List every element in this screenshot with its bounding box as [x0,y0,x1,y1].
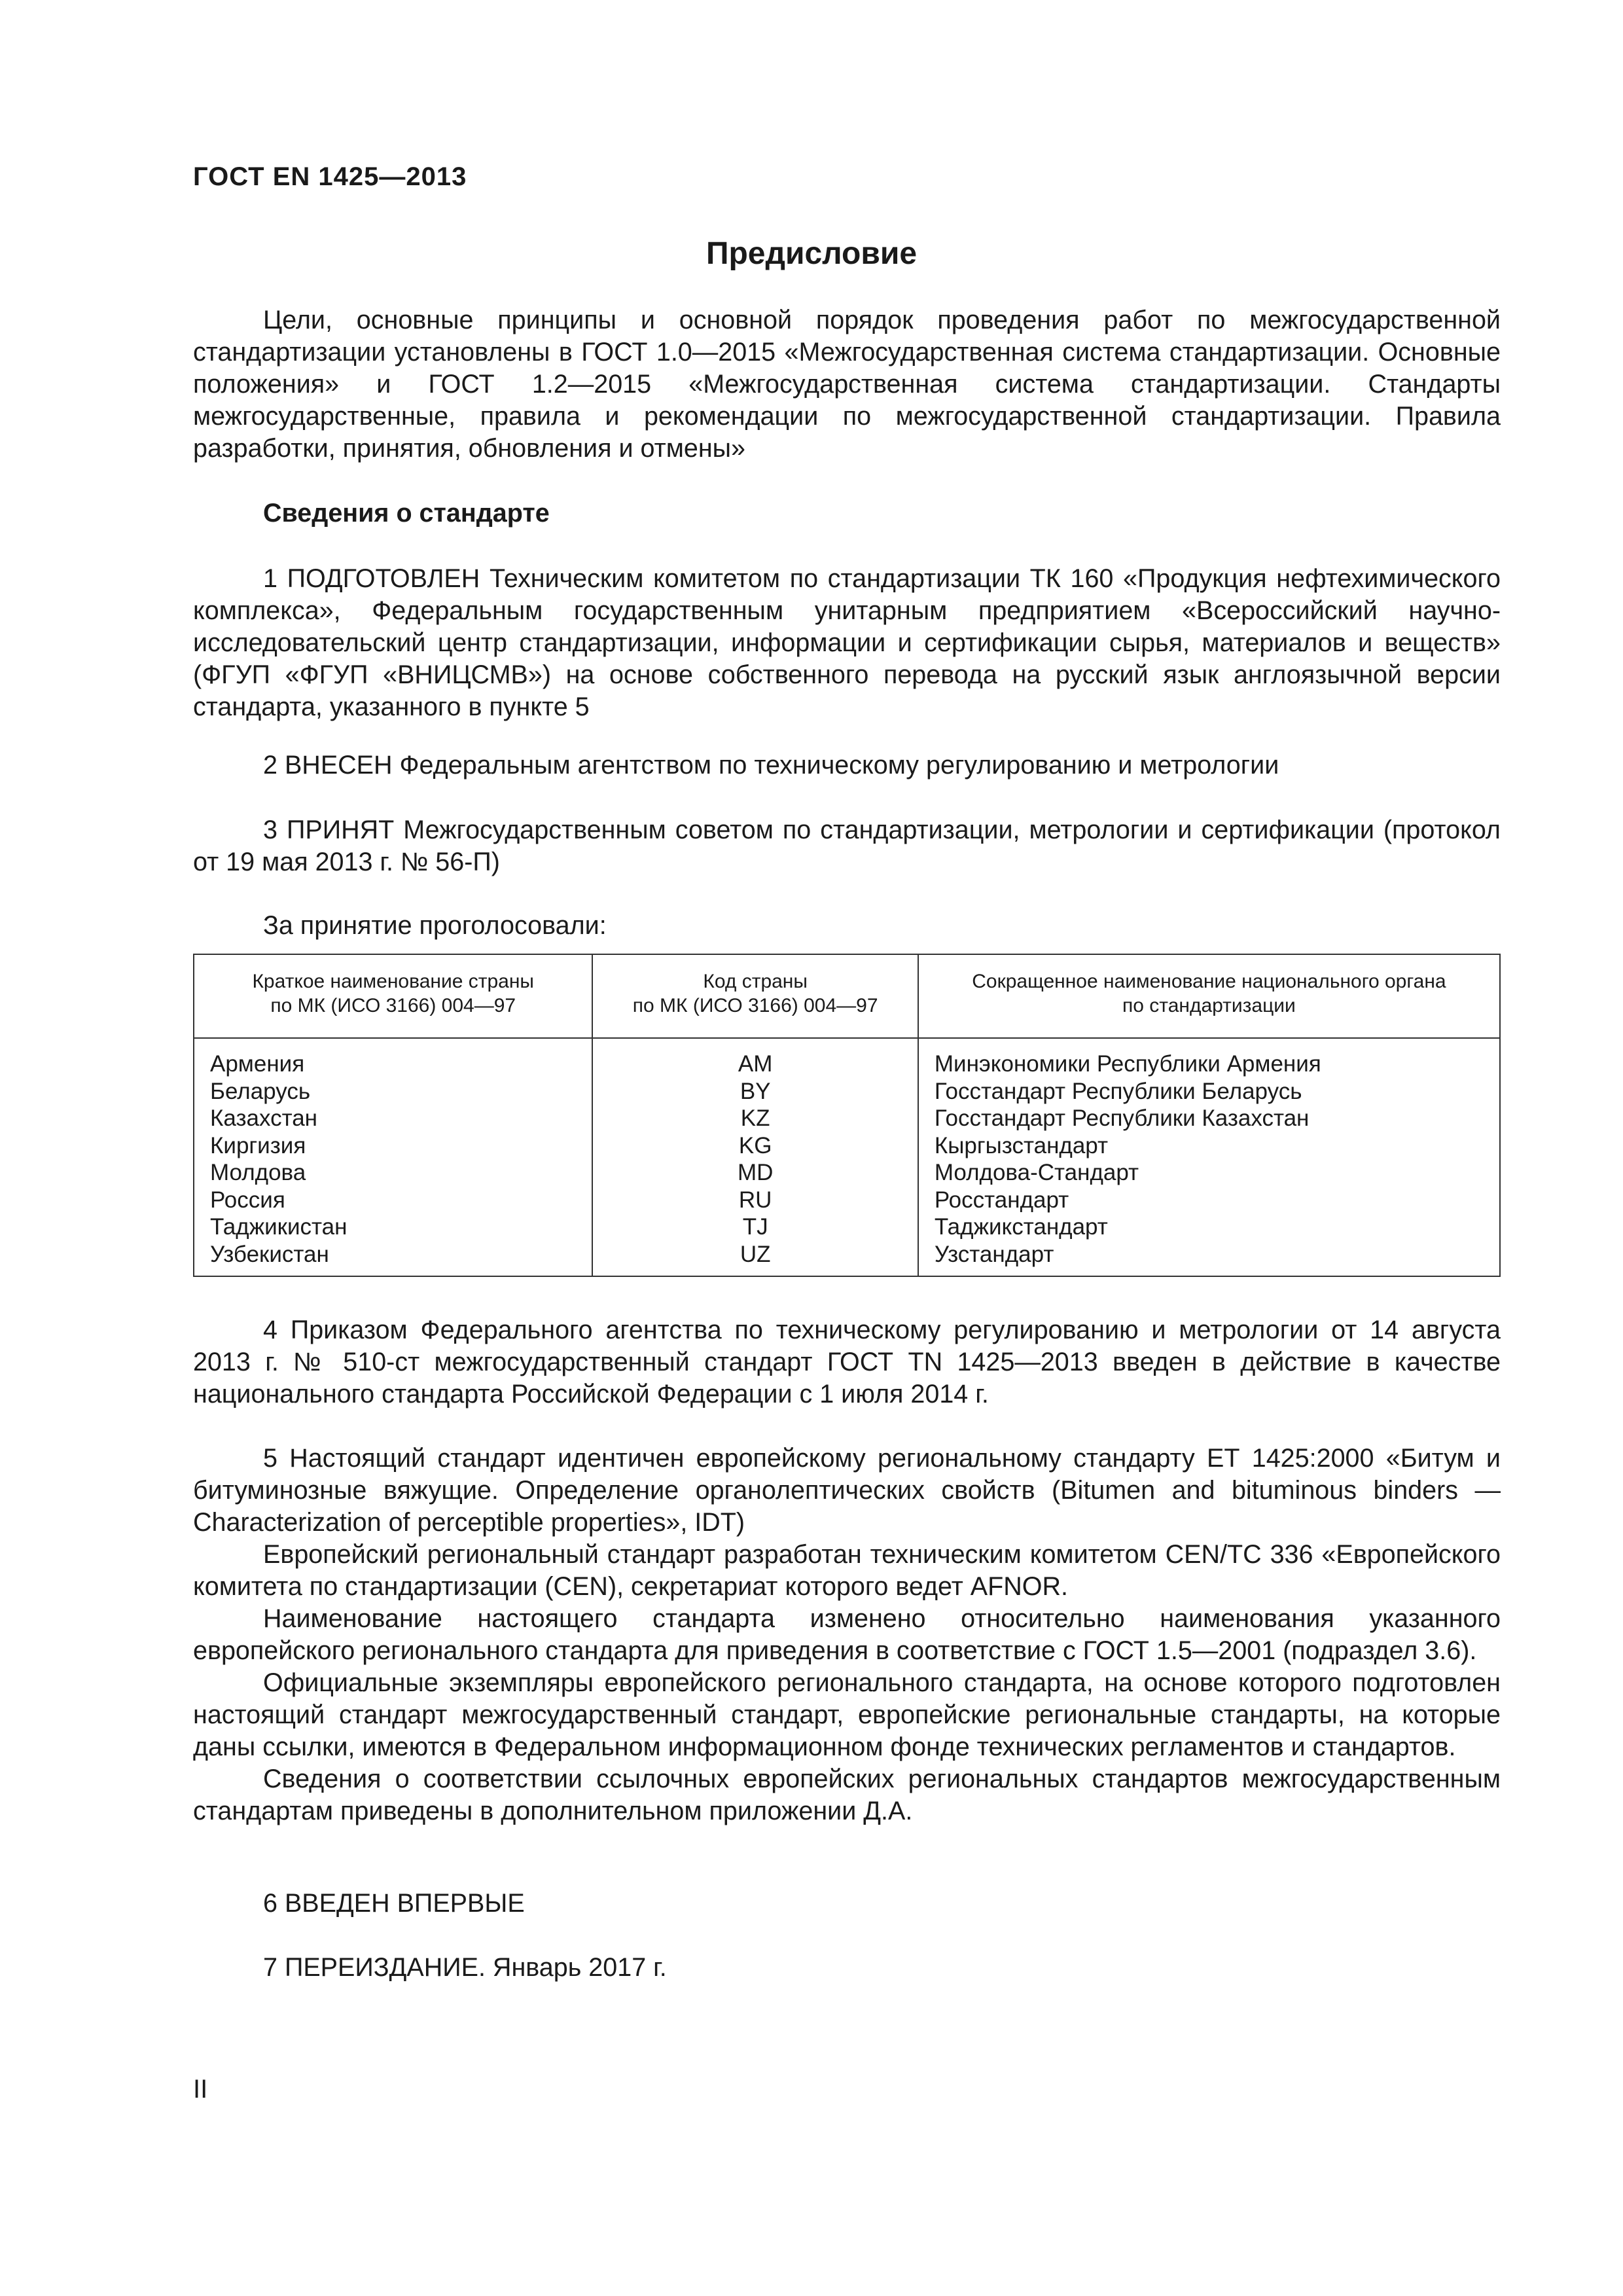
country-cell: Молдова [194,1159,592,1187]
item-3-paragraph: 3 ПРИНЯТ Межгосударственным советом по стандартизации, метрологии и сертификации (протокол от 19 мая 2013 г. № 56-П) [193,816,1501,876]
country-cell: Беларусь [194,1078,592,1105]
table-row [194,1187,1500,1214]
code-cell: BY [592,1078,918,1105]
country-cell: Казахстан [194,1105,592,1132]
intro-block [193,304,1501,465]
item-4-paragraph: 4 Приказом Федерального агентства по техническому регулированию и метрологии от 14 августа 2013 г. № 510-ст межгосударственный стандарт ГОСТ TN 1425—2013 введен в действие в качестве национального стандарта Российской Федерации с 1 июля 2014 г. [193,1316,1501,1408]
item-7-paragraph: 7 ПЕРЕИЗДАНИЕ. Январь 2017 г. [263,1953,667,1982]
code-cell: UZ [592,1241,918,1277]
item-5-paragraph-a: Европейский региональный стандарт разработан техническим комитетом CEN/TC 336 «Европейского комитета по стандартизации (CEN), секретариат которого ведет AFNOR. [193,1540,1501,1601]
body-cell: Госстандарт Республики Казахстан [918,1105,1500,1132]
table-row [194,1159,1500,1187]
header-line: по стандартизации [1122,995,1296,1016]
item-4-block [193,1314,1501,1410]
header-line: по МК (ИСО 3166) 004—97 [632,995,878,1016]
table-header-row [194,954,1500,1038]
item-5-paragraph-d: Сведения о соответствии ссылочных европейских региональных стандартов межгосударственным стандартам приведены в дополнительном приложении Д.А. [193,1765,1501,1825]
item-6-block [193,1888,1501,1920]
item-5-paragraph-c: Официальные экземпляры европейского регионального стандарта, на основе которого подготовлен настоящий стандарт межгосударственный стандарт, европейские региональные стандарты, на которые даны ссылки, имеются в Федеральном информационном фонде технических регламентов и стандартов. [193,1668,1501,1761]
section-title: Сведения о стандарте [263,499,550,528]
document-code: ГОСТ EN 1425—2013 [193,162,467,191]
page-title: Предисловие [705,236,918,271]
table-row [194,1038,1500,1078]
country-cell: Таджикистан [194,1213,592,1241]
code-cell: KG [592,1132,918,1160]
body-cell: Кыргызстандарт [918,1132,1500,1160]
header-country-code [592,954,918,1038]
item-5-block [193,1443,1501,1827]
country-cell: Узбекистан [194,1241,592,1277]
page-number: II [193,2075,208,2104]
table-row [194,1078,1500,1105]
body-cell: Узстандарт [918,1241,1500,1277]
item-2-paragraph: 2 ВНЕСЕН Федеральным агентством по техническому регулированию и метрологии [263,751,1279,780]
code-cell: TJ [592,1213,918,1241]
table-row [194,1241,1500,1277]
code-cell: KZ [592,1105,918,1132]
body-cell: Госстандарт Республики Беларусь [918,1078,1500,1105]
voting-table [193,954,1501,1277]
voted-label: За принятие проголосовали: [263,911,607,940]
intro-paragraph: Цели, основные принципы и основной порядок проведения работ по межгосударственной стандартизации установлены в ГОСТ 1.0—2015 «Межгосударственная система стандартизации. Основные положения» и ГОСТ 1.2—2015 «Межгосударственная система стандартизации. Стандарты межгосударственные, правила и рекомендации по межгосударственной стандартизации. Правила разработки, принятия, обновления и отмены» [193,306,1501,463]
body-cell: Минэкономики Республики Армения [918,1038,1500,1078]
table-row [194,1132,1500,1160]
code-cell: MD [592,1159,918,1187]
voted-block [193,910,1501,942]
code-cell: RU [592,1187,918,1214]
item-5-paragraph: 5 Настоящий стандарт идентичен европейскому региональному стандарту ЕТ 1425:2000 «Битум и битуминозные вяжущие. Определение органолептических свойств (Bitumen and bituminous binders — Characterization of perceptible properties», IDT) [193,1444,1501,1537]
table-row [194,1213,1500,1241]
header-national-body [918,954,1500,1038]
body-cell: Молдова-Стандарт [918,1159,1500,1187]
country-cell: Киргизия [194,1132,592,1160]
country-cell: Россия [194,1187,592,1214]
header-line: Краткое наименование страны [252,971,534,992]
body-cell: Таджикстандарт [918,1213,1500,1241]
item-1-block [193,563,1501,723]
country-cell: Армения [194,1038,592,1078]
item-5-paragraph-b: Наименование настоящего стандарта изменено относительно наименования указанного европейского регионального стандарта для приведения в соответствие с ГОСТ 1.5—2001 (подраздел 3.6). [193,1604,1501,1665]
header-line: Код страны [703,971,808,992]
section-heading-block [193,497,1501,529]
item-2-block [193,749,1501,781]
item-3-block [193,814,1501,878]
body-cell: Росстандарт [918,1187,1500,1214]
header-country-name [194,954,592,1038]
table-row [194,1105,1500,1132]
item-1-paragraph: 1 ПОДГОТОВЛЕН Техническим комитетом по стандартизации ТК 160 «Продукция нефтехимического комплекса», Федеральным государственным унитарным предприятием «Всероссийский научно-исследовательский центр стандартизации, информации и сертификации сырья, материалов и веществ» (ФГУП «ФГУП «ВНИЦСМВ») на основе собственного перевода на русский язык англоязычной версии стандарта, указанного в пункте 5 [193,564,1501,721]
code-cell: AM [592,1038,918,1078]
item-6-paragraph: 6 ВВЕДЕН ВПЕРВЫЕ [263,1889,525,1918]
item-7-block [193,1952,1501,1984]
header-line: по МК (ИСО 3166) 004—97 [270,995,516,1016]
header-line: Сокращенное наименование национального органа [972,971,1446,992]
